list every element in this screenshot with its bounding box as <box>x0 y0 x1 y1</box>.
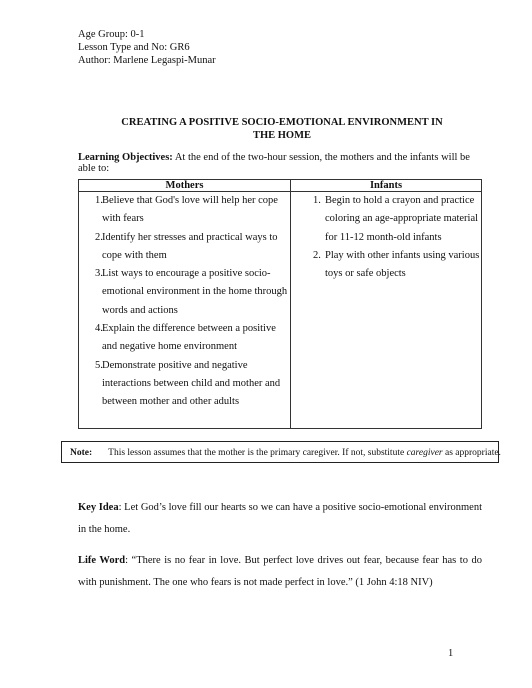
page-number: 1 <box>448 648 454 659</box>
life-word-text: : “There is no fear in love. But perfect love drives out fear, because fear has to do with punishment. The one who fears is not made perfect in love.” (1 John 4:18 NIV) <box>78 555 482 588</box>
list-item: 3. List ways to encourage a positive socio-emotional environment in the home through words and actions <box>95 268 288 316</box>
mothers-objectives-cell <box>79 192 291 429</box>
learning-objectives-intro <box>78 152 478 174</box>
age-group: Age Group: 0-1 <box>78 29 145 40</box>
list-item: 5. Demonstrate positive and negative interactions between child and mother and between mother and other adults <box>95 359 281 408</box>
note-label: Note: <box>70 448 93 458</box>
column-header-infants: Infants <box>291 180 482 192</box>
life-word-label: Life Word <box>78 555 126 566</box>
infants-objectives-cell <box>291 192 482 429</box>
column-header-mothers: Mothers <box>79 180 291 192</box>
note-text-before: This lesson assumes that the mother is the primary caregiver. If not, substitute <box>108 448 407 458</box>
list-item: 1. Begin to hold a crayon and practice coloring an age-appropriate material for 11-12 month-old infants <box>313 195 479 243</box>
title-line-1: CREATING A POSITIVE SOCIO-EMOTIONAL ENVIRONMENT IN <box>121 117 443 128</box>
life-word <box>78 550 482 594</box>
key-idea-text: : Let God’s love fill our hearts so we can have a positive socio-emotional environment in the home. <box>78 502 482 535</box>
objectives-label: Learning Objectives: <box>78 152 173 163</box>
list-item: 2. Play with other infants using various toys or safe objects <box>313 249 480 280</box>
author: Author: Marlene Legaspi-Munar <box>78 55 216 66</box>
note-text-after: as appropriate. <box>442 448 501 458</box>
objectives-text: At the end of the two-hour session, the mothers and the infants will be able to: <box>78 152 470 174</box>
list-item: 1. Believe that God's love will help her cope with fears <box>95 195 278 225</box>
key-idea-label: Key Idea <box>78 502 119 513</box>
key-idea <box>78 497 482 541</box>
lesson-title <box>60 116 504 142</box>
lesson-type: Lesson Type and No: GR6 <box>78 42 190 53</box>
list-item: 4. Explain the difference between a positive and negative home environment <box>95 323 276 353</box>
title-line-2: THE HOME <box>252 130 312 141</box>
note-box <box>61 441 499 463</box>
list-item: 2. Identify her stresses and practical ways to cope with them <box>95 231 278 261</box>
objectives-table <box>78 179 482 429</box>
note-italic-word: caregiver <box>406 448 443 458</box>
